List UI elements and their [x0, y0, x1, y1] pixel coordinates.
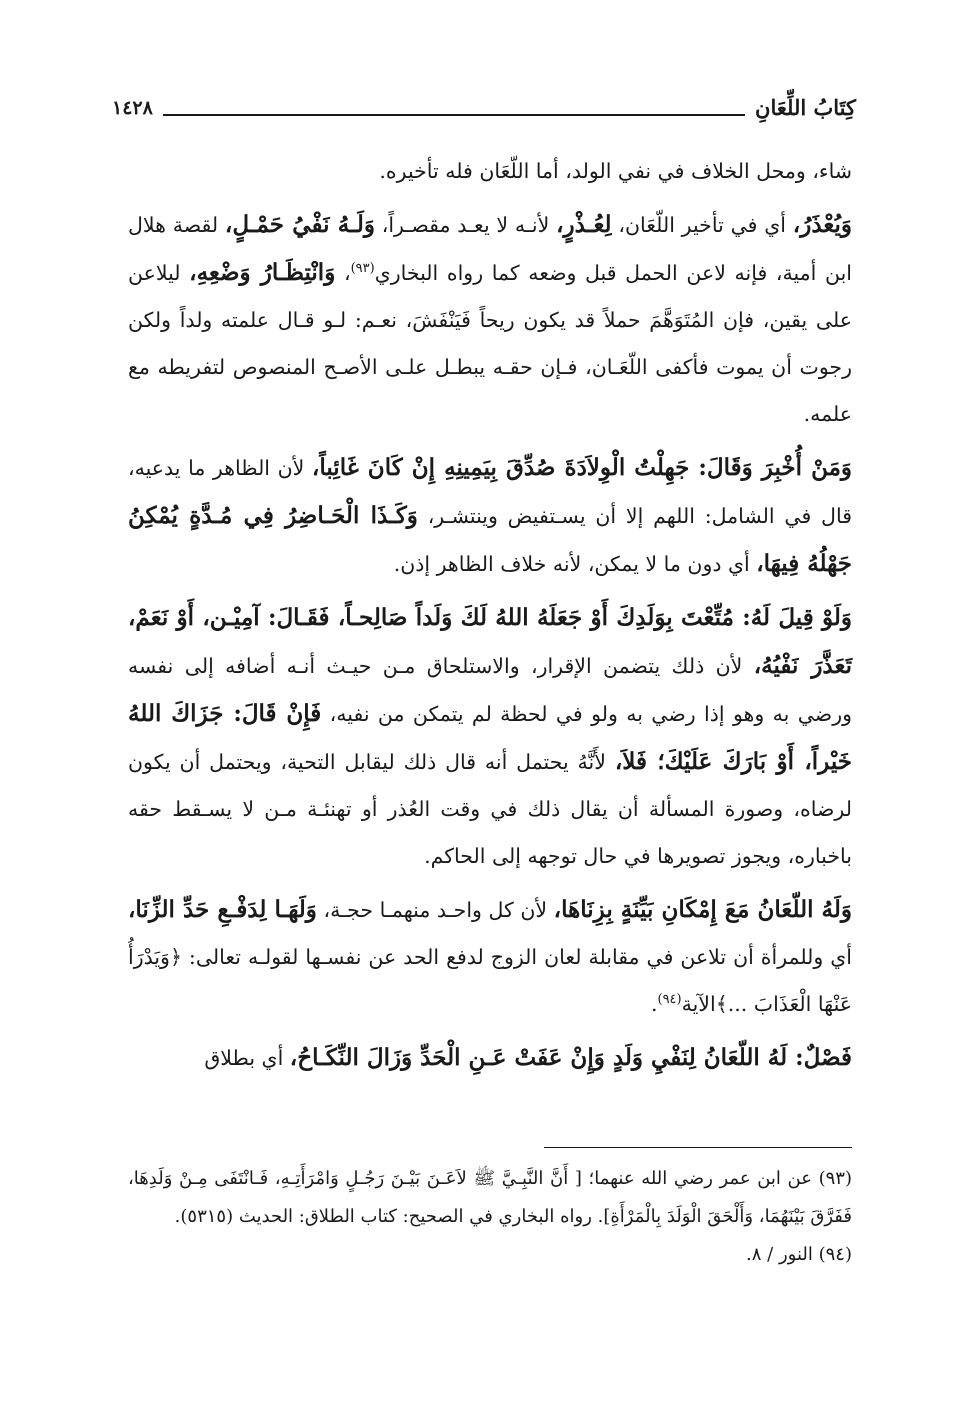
matn-segment: وَلَـهُ نَفْيُ حَمْـلٍ، [224, 211, 375, 238]
text-segment: لأنـه لا يعـد مقصـراً، [374, 213, 557, 237]
text-segment: أي بطلاق [204, 1046, 290, 1070]
footnote-separator [544, 1147, 852, 1148]
footnote-94: (٩٤) النور / ٨. [746, 1244, 852, 1265]
text-segment: شاء، ومحل الخلاف في نفي الولد، أما اللّعَان فله تأخيره. [379, 159, 852, 183]
text-segment: ليلاعن على يقين، فإن المُتَوَهَّمَ حملاً قد يكون ريحاً فَيَنْفَشَ، نعـم: لـو قـال علمته ولداً ولكن رجوت أن يموت فأكفى اللّعَـان، فـإن حقـه يبطـل علـى الأصـح المنصوص لتفريطه مع علمه. [128, 261, 852, 426]
text-segment: أي دون ما لا يمكن، لأنه خلاف الظاهر إذن. [393, 552, 757, 576]
matn-segment: وَلَوْ قِيلَ لَهُ: مُتِّعْتَ بِوَلَدِكَ أَوْ جَعَلَهُ اللهُ لَكَ وَلَداً صَالِحـاً، فَقَـالَ: آمِيْـن، أَوْ نَعَمْ، تَعَذَّرَ نَفْيُهُ، [128, 604, 852, 679]
text-segment: ، [335, 261, 351, 285]
paragraph-6 [128, 1034, 852, 1082]
matn-segment: فَصْلٌ: لَهُ اللّعَانُ لِنَفْيِ وَلَدٍ وَإِنْ عَفَتْ عَـنِ الْحَدِّ وَزَالَ النِّكَـاحُ، [289, 1044, 852, 1071]
matn-segment: لِعُـذْرٍ، [556, 211, 612, 238]
header-rule [163, 114, 745, 116]
text-segment: أي في تأخير اللّعَان، [611, 213, 793, 237]
matn-segment: وَيُعْذَرُ، [792, 211, 853, 238]
page-number: ١٤٢٨ [112, 97, 153, 119]
footnote-ref: (٩٣) [350, 261, 375, 277]
footnotes [128, 1160, 852, 1274]
text-segment: لأَنَّهُ يحتمل أنه قال ذلك ليقابل التحية، ويحتمل أن يكون لرضاه، وصورة المسألة أن يقال ذلك في وقت العُذر أو تهنئـة مـن لا يسـقط حقه باخباره، ويجوز تصويرها في حال توجهه إلى الحاكم. [128, 750, 852, 868]
paragraph-2 [128, 201, 852, 438]
matn-segment: فَإِنْ قَالَ: جَزَاكَ اللهُ خَيْراً، أَوْ بَارَكَ عَلَيْكَ؛ فَلاَ، [128, 700, 852, 775]
paragraph-4 [128, 594, 852, 880]
matn-segment: وَكَـذَا الْحَـاضِرُ فِي مُـدَّةٍ يُمْكِنُ جَهْلُهُ فِيهَا، [128, 502, 852, 577]
text-segment: . [650, 992, 658, 1016]
matn-segment: وَمَنْ أُخْبِرَ وَقَالَ: جَهِلْتُ الْوِلاَدَةَ صُدِّقَ بِيَمِينِهِ إِنْ كَانَ غَائِباً، [311, 454, 852, 481]
book-title: كِتَابُ اللِّعَانِ [755, 95, 856, 120]
matn-segment: وَانْتِظَـارُ وَضْعِهِ، [189, 259, 336, 286]
text-segment: لأن ذلك يتضمن الإقرار، والاستلحاق مـن حيـث أنـه أضافه إلى نفسه ورضي به وهو إذا رضي به ولو في لحظة لم يتمكن من نفيه، [128, 654, 852, 726]
paragraph-5 [128, 886, 852, 1028]
paragraph-3 [128, 444, 852, 588]
paragraph-1 [128, 148, 852, 195]
matn-segment: وَلَهَـا لِدَفْـعِ حَدِّ الزِّنَا، [128, 896, 317, 923]
text-segment: لأن الظاهر ما يدعيه، قال في الشامل: اللهم إلا أن يسـتفيض وينتشـر، [128, 456, 852, 528]
page-header [112, 80, 856, 122]
text-segment: لقصة هلال ابن أمية، فإنه لاعن الحمل قبل وضعه كما رواه البخاري [128, 213, 852, 285]
text-segment: أي وللمرأة أن تلاعن في مقابلة لعان الزوج لدفع الحد عن نفسـها لقولـه تعالى: ﴿وَيَدْرَأُ عَنْهَا الْعَذَابَ ...﴾الآية [128, 945, 852, 1016]
footnote-ref: (٩٤) [657, 992, 682, 1008]
text-segment: لأن كل واحـد منهمـا حجـة، [316, 898, 554, 922]
matn-segment: وَلَهُ اللّعَانُ مَعَ إِمْكَانِ بَيِّنَةٍ بِزِنَاهَا، [553, 896, 852, 923]
main-text [128, 148, 852, 1088]
footnote-93: (٩٣) عن ابن عمر رضي الله عنهما؛ [ أَنَّ النَّبِـيَّ ﷺ لاَعَـنَ بَيْـنَ رَجُـلٍ وَامْرَأَتِـهِ، فَـانْتَفَى مِـنْ وَلَدِهَا، فَفَرَّقَ بَيْنَهُمَا، وَأَلْحَقَ الْوَلَدَ بِالْمَرْأَةِ]. رواه البخاري في الصحيح: كتاب الطلاق: الحديث (٥٣١٥). [128, 1168, 852, 1227]
